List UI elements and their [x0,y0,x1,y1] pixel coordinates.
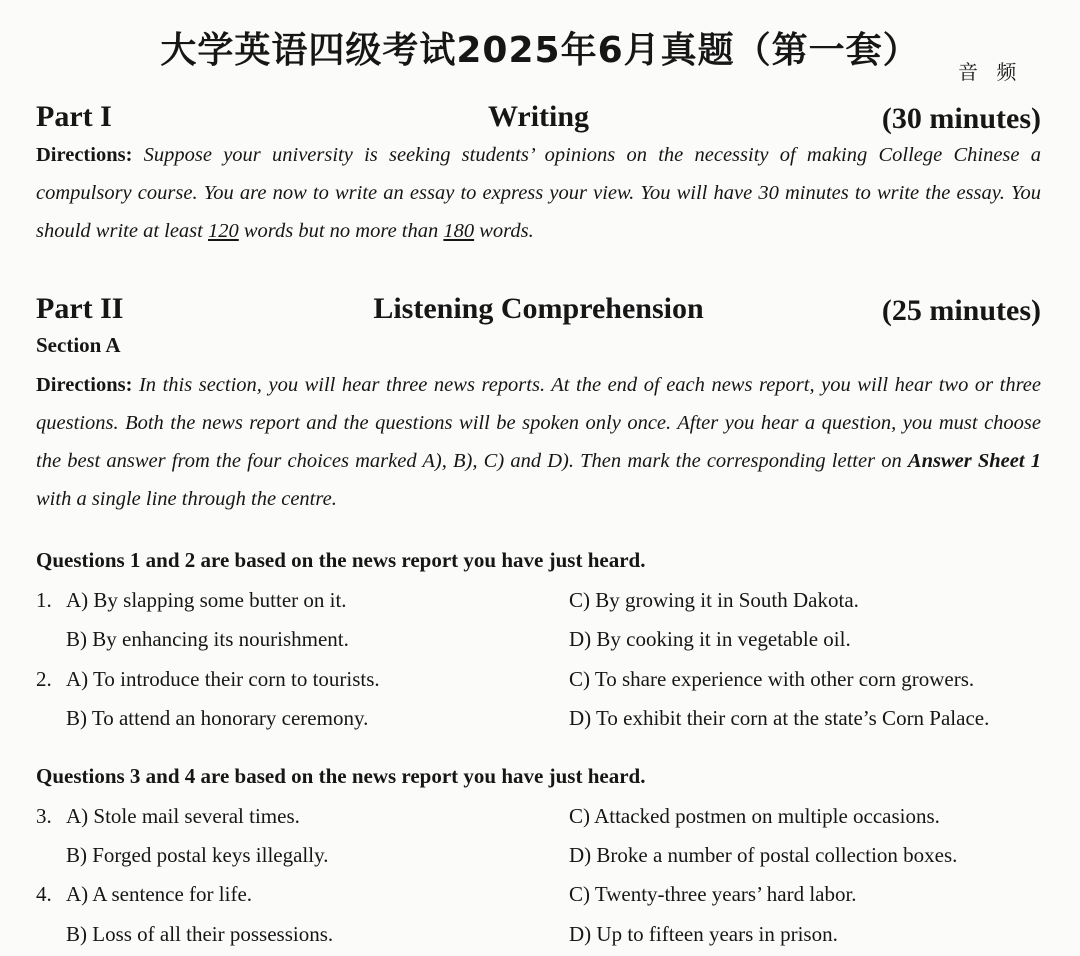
section-label: Section A [36,333,121,357]
part2-title: Listening Comprehension [373,292,704,325]
option-a: A) To introduce their corn to tourists. [66,667,380,691]
question-row [36,882,1041,912]
part1-time: (30 minutes) [881,102,1041,135]
option-c: C) To share experience with other corn growers. [569,667,975,691]
part2-number: Part II [36,292,124,325]
option-b: B) Forged postal keys illegally. [66,843,329,867]
directions-text: with a single line through the centre. [36,488,337,510]
question-row [36,667,1041,697]
option-b: B) Loss of all their possessions. [66,922,334,946]
option-d: D) Up to fifteen years in prison. [569,922,838,946]
option-c: C) Twenty-three years’ hard labor. [569,882,857,906]
option-a: A) Stole mail several times. [66,804,300,828]
part1-header [36,100,1041,136]
option-d: D) To exhibit their corn at the state’s Corn Palace. [569,706,990,730]
min-words: 120 [207,220,239,242]
directions-text: In this section, you will hear three news reports. At the end of each news report, you will hear two or three questions. Both the news report and the questions will be spoken only once. After you hear a question, you must choose the best answer from the four choices marked A), B), C) and D). Then mark the corresponding letter on [36,374,1041,472]
option-a: A) A sentence for life. [66,882,253,906]
question-number: 2. [36,667,52,691]
directions-text: words but no more than [238,220,444,242]
question-row [36,804,1041,834]
part2-header [36,292,1041,328]
page-title: 大学英语四级考试2025年6月真题（第一套） [160,30,920,71]
question-row [36,588,1041,618]
part2-directions [36,366,1041,518]
option-a: A) By slapping some butter on it. [66,588,347,612]
directions-text: words. [474,220,534,242]
question-row [36,922,1041,952]
part2-time: (25 minutes) [881,294,1041,327]
question-number: 4. [36,882,52,906]
question-number: 3. [36,804,52,828]
option-c: C) Attacked postmen on multiple occasions. [569,804,940,828]
question-row [36,843,1041,873]
directions-label: Directions: [36,374,133,396]
answer-sheet-label: Answer Sheet 1 [907,450,1041,472]
question-group-heading: Questions 3 and 4 are based on the news report you have just heard. [36,764,646,788]
directions-label: Directions: [36,144,133,166]
question-row [36,706,1041,736]
audio-link[interactable]: 音 频 [958,60,1023,84]
part1-number: Part I [36,100,112,133]
question-row [36,627,1041,657]
option-d: D) By cooking it in vegetable oil. [569,627,851,651]
option-b: B) By enhancing its nourishment. [66,627,349,651]
max-words: 180 [443,220,475,242]
option-b: B) To attend an honorary ceremony. [66,706,369,730]
option-d: D) Broke a number of postal collection boxes. [569,843,958,867]
question-number: 1. [36,588,52,612]
option-c: C) By growing it in South Dakota. [569,588,859,612]
directions-text: Suppose your university is seeking students’ opinions on the necessity of making College Chinese a compulsory course. You are now to write an essay to express your view. You will have 30 minutes to write the essay. You should write at least [36,144,1041,242]
part1-title: Writing [487,100,590,133]
part1-directions [36,136,1041,250]
question-group-heading: Questions 1 and 2 are based on the news report you have just heard. [36,548,646,572]
